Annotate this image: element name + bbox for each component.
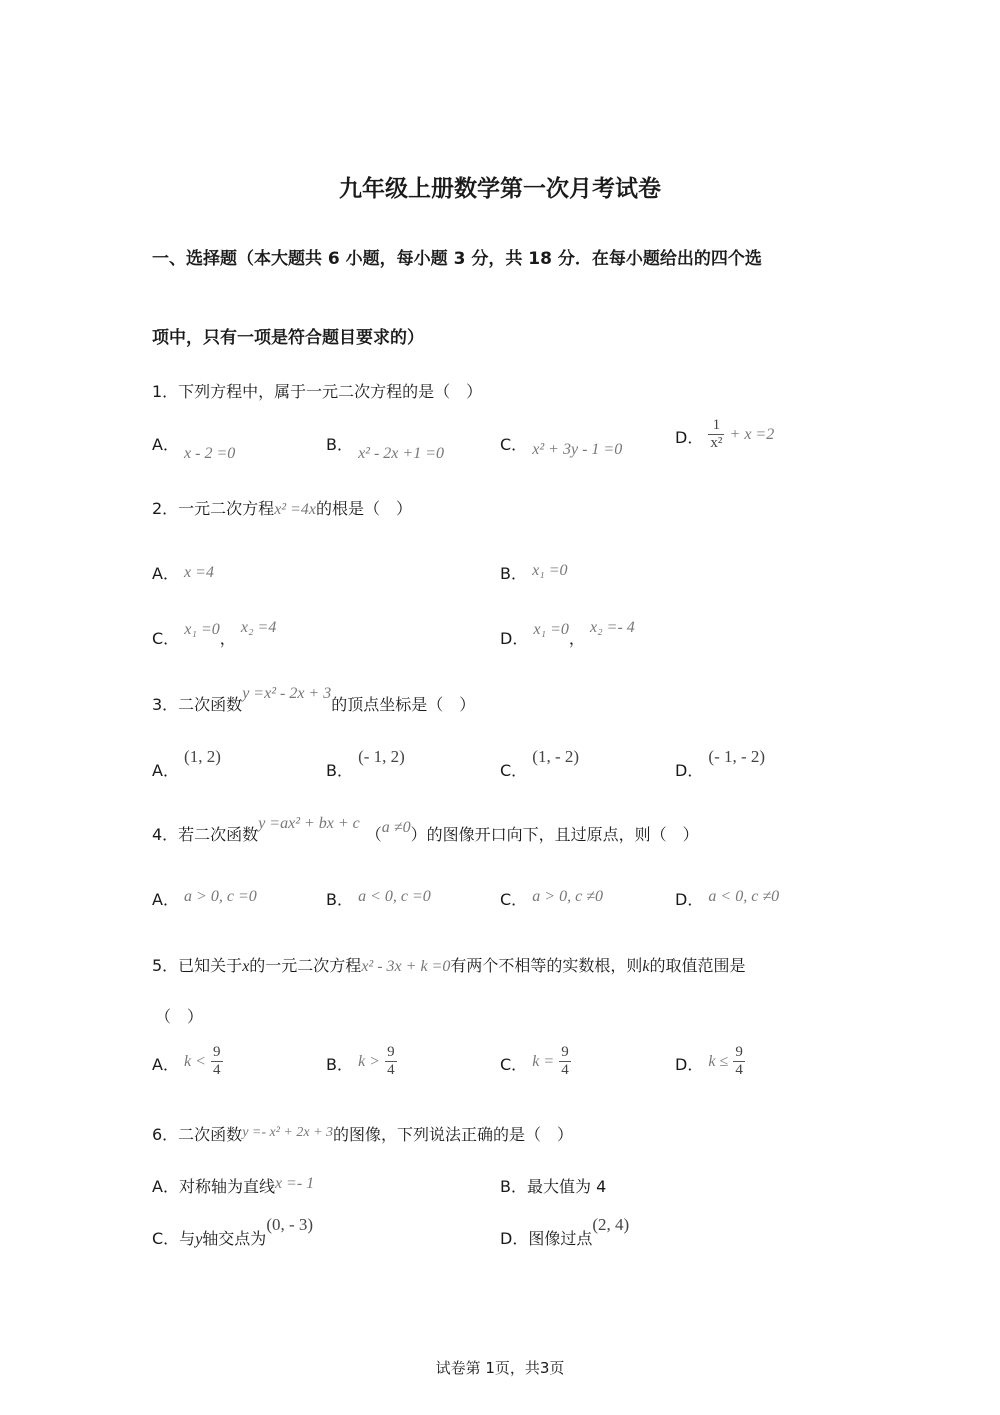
q5-option-d-relation: k ≤	[708, 1053, 729, 1070]
q5-option-b-denominator: 4	[387, 1062, 395, 1078]
q2-option-a-label: A．	[152, 564, 179, 583]
q2-stem-text-b: 的根是（ ）	[315, 499, 412, 518]
q4-stem-paren: （	[365, 825, 382, 844]
q1-option-b-label: B．	[326, 435, 353, 454]
q6-stem-math: y =- x² + 2x + 3	[242, 1125, 334, 1140]
q2-option-d-math-1: x₁ =0	[533, 621, 569, 638]
q6-option-c-text-b: 轴交点为	[202, 1229, 267, 1248]
q3-option-d-math: (- 1, - 2)	[708, 747, 766, 766]
q5-option-a-numerator: 9	[213, 1044, 221, 1060]
q3-option-d-label: D．	[675, 761, 704, 780]
q2-option-c	[152, 619, 277, 649]
q5-option-c-numerator: 9	[561, 1044, 569, 1060]
section-heading-line2: 项中，只有一项是符合题目要求的）	[152, 328, 424, 348]
q4-option-c-math: a > 0, c ≠0	[532, 888, 603, 905]
q5-option-c	[500, 1044, 571, 1079]
q2-option-c-math-1: x₁ =0	[184, 621, 220, 638]
q5-option-d	[675, 1044, 745, 1079]
q5-option-d-denominator: 4	[735, 1062, 743, 1078]
q1-option-d-rest: + x =2	[729, 426, 775, 443]
q5-option-a-label: A．	[152, 1055, 179, 1074]
q1-option-d-label: D．	[675, 428, 704, 447]
q2-option-d	[500, 619, 635, 649]
page-footer: 试卷第 1页，共3页	[435, 1359, 565, 1377]
q5-option-c-label: C．	[500, 1055, 528, 1074]
q2-option-b-math: x₁ =0	[532, 562, 568, 579]
q4-option-c	[500, 887, 603, 910]
q3-option-b	[326, 747, 405, 781]
q5-stem-text-d: 的取值范围是	[649, 956, 746, 975]
q5-option-b	[326, 1044, 397, 1079]
question-6-stem	[152, 1122, 573, 1145]
q6-option-c	[152, 1215, 314, 1249]
q6-stem-text-a: 6．二次函数	[152, 1125, 243, 1144]
q6-option-a	[152, 1174, 314, 1197]
q4-option-b	[326, 887, 431, 910]
question-4-stem	[152, 815, 699, 845]
q5-option-c-relation: k =	[532, 1053, 555, 1070]
q4-option-a-label: A．	[152, 890, 179, 909]
q6-option-d	[500, 1215, 630, 1249]
q2-option-a	[152, 561, 214, 584]
q5-option-b-numerator: 9	[387, 1044, 395, 1060]
q3-stem-text-a: 3．二次函数	[152, 695, 243, 714]
q4-option-d-math: a < 0, c ≠0	[708, 888, 780, 905]
q4-option-b-label: B．	[326, 890, 353, 909]
q5-option-a-relation: k <	[184, 1053, 206, 1070]
q6-option-a-label: A．对称轴为直线	[152, 1177, 275, 1196]
q3-option-d	[675, 747, 766, 781]
section-heading-line1: 一、选择题（本大题共 6 小题，每小题 3 分，共 18 分．在每小题给出的四个选	[152, 249, 762, 269]
q4-option-a	[152, 887, 257, 910]
q4-stem-condition: a ≠0	[381, 819, 411, 836]
q4-stem-text-b: ）的图像开口向下，且过原点，则（ ）	[410, 825, 699, 844]
q2-option-c-separator: ，	[219, 629, 236, 648]
q4-option-c-label: C．	[500, 890, 528, 909]
q1-option-d-numerator: 1	[708, 417, 724, 435]
q5-stem-text-b: 的一元二次方程	[249, 956, 362, 975]
q5-stem-math: x² - 3x + k =0	[361, 958, 451, 975]
q6-option-d-math: (2, 4)	[592, 1215, 630, 1234]
q1-option-a-math: x - 2 =0	[184, 445, 236, 462]
q2-stem-text-a: 2．一元二次方程	[152, 499, 275, 518]
q4-option-d	[675, 887, 779, 910]
q5-option-b-relation: k >	[358, 1053, 380, 1070]
question-5-stem-line2: （ ）	[155, 1007, 204, 1026]
page-title: 九年级上册数学第一次月考试卷	[339, 176, 661, 202]
q1-option-c-math: x² + 3y - 1 =0	[532, 441, 623, 458]
q1-option-d-fraction	[708, 417, 724, 452]
q2-stem-math: x² =4x	[274, 501, 316, 518]
q3-option-c	[500, 747, 580, 781]
q4-stem-text-a: 4．若二次函数	[152, 825, 259, 844]
q2-option-b-label: B．	[500, 564, 527, 583]
q3-option-b-label: B．	[326, 761, 353, 780]
q5-stem-var-k: k	[642, 958, 650, 975]
q5-stem-text-c: 有两个不相等的实数根，则	[450, 956, 643, 975]
q6-option-c-var-y: y	[195, 1231, 203, 1248]
q2-option-d-separator: ，	[568, 629, 585, 648]
q3-option-a-label: A．	[152, 761, 179, 780]
q4-option-b-math: a < 0, c =0	[358, 888, 431, 905]
q1-option-b	[326, 432, 444, 462]
q6-option-c-math: (0, - 3)	[266, 1215, 314, 1234]
q2-option-b	[500, 561, 568, 584]
q2-option-d-math-2: x₂ =- 4	[590, 619, 635, 636]
q4-option-d-label: D．	[675, 890, 704, 909]
q1-option-a-label: A．	[152, 435, 179, 454]
q4-option-a-math: a > 0, c =0	[184, 888, 257, 905]
q1-option-d	[675, 417, 774, 452]
q3-stem-text-b: 的顶点坐标是（ ）	[331, 695, 476, 714]
q5-stem-var-x: x	[242, 958, 250, 975]
q1-option-d-denominator: x²	[710, 435, 723, 451]
q3-option-b-math: (- 1, 2)	[358, 747, 405, 766]
q6-option-b: B．最大值为 4	[500, 1177, 607, 1196]
q2-option-c-math-2: x₂ =4	[240, 619, 277, 636]
q5-stem-text-a: 5．已知关于	[152, 956, 243, 975]
q2-option-a-math: x =4	[184, 564, 214, 581]
q5-option-c-denominator: 4	[561, 1062, 569, 1078]
q2-option-d-label: D．	[500, 629, 529, 648]
q6-stem-text-b: 的图像，下列说法正确的是（ ）	[333, 1125, 574, 1144]
q3-option-a-math: (1, 2)	[184, 747, 221, 766]
q3-option-a	[152, 747, 221, 781]
q3-option-c-math: (1, - 2)	[532, 747, 580, 766]
q1-option-c	[500, 432, 623, 458]
q6-option-a-math: x =- 1	[274, 1175, 315, 1192]
q6-option-d-label: D．图像过点	[500, 1229, 593, 1248]
q4-stem-math: y =ax² + bx + c	[258, 815, 360, 832]
question-3-stem	[152, 685, 476, 715]
question-2-stem	[152, 496, 412, 519]
q5-option-d-numerator: 9	[735, 1044, 743, 1060]
q1-option-c-label: C．	[500, 435, 528, 454]
q1-option-b-math: x² - 2x +1 =0	[358, 445, 444, 462]
question-1-stem: 1．下列方程中，属于一元二次方程的是（ ）	[152, 382, 483, 401]
q1-option-a	[152, 432, 236, 462]
q3-stem-math: y =x² - 2x + 3	[242, 685, 332, 702]
q2-option-c-label: C．	[152, 629, 180, 648]
q5-option-a	[152, 1044, 223, 1079]
q6-option-c-text-a: C．与	[152, 1229, 196, 1248]
question-5-stem	[152, 953, 745, 976]
q5-option-d-label: D．	[675, 1055, 704, 1074]
q5-option-a-denominator: 4	[213, 1062, 221, 1078]
q3-option-c-label: C．	[500, 761, 528, 780]
q5-option-b-label: B．	[326, 1055, 353, 1074]
